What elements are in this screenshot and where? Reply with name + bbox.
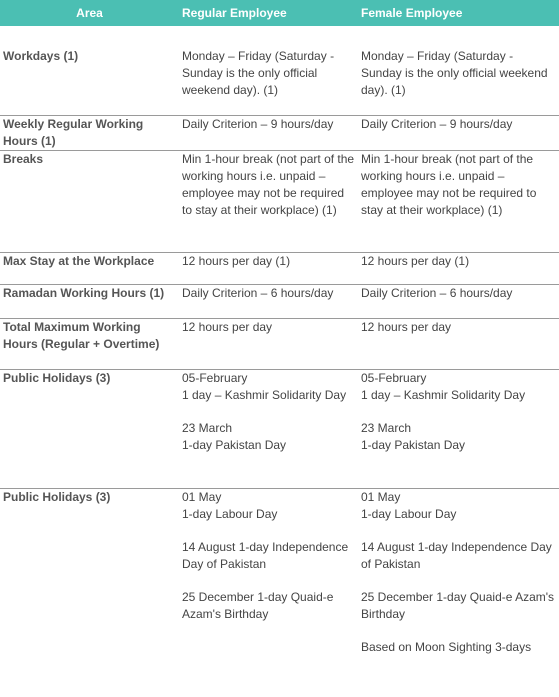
regular-cell xyxy=(179,150,358,252)
cell-text: Daily Criterion – 9 hours/day xyxy=(182,116,334,131)
cell-text: 14 August 1-day Independence Day of Pakistan xyxy=(182,539,349,571)
cell-text: 12 hours per day xyxy=(361,319,452,334)
row-label: Workdays (1) xyxy=(0,48,179,115)
table-row xyxy=(0,115,559,150)
cell-text: Daily Criterion – 6 hours/day xyxy=(182,285,334,300)
regular-cell xyxy=(179,369,358,488)
female-cell xyxy=(358,115,559,150)
header-female-employee: Female Employee xyxy=(358,0,559,26)
regular-cell xyxy=(179,48,358,115)
cell-text: 01 May 1-day Labour Day xyxy=(182,489,278,521)
table-row xyxy=(0,284,559,318)
cell-text: Monday – Friday (Saturday - Sunday is the only official weekend day). (1) xyxy=(361,49,548,97)
cell-text: 05-February 1 day – Kashmir Solidarity Day xyxy=(182,370,347,402)
row-label: Public Holidays (3) xyxy=(0,369,179,488)
header-regular-employee: Regular Employee xyxy=(179,0,358,26)
row-label: Breaks xyxy=(0,150,179,252)
regular-cell xyxy=(179,488,358,656)
spacer-row xyxy=(0,26,559,48)
cell-text: 25 December 1-day Quaid-e Azam's Birthday xyxy=(182,589,334,621)
row-label: Max Stay at the Workplace xyxy=(0,252,179,284)
cell-text: 25 December 1-day Quaid-e Azam's Birthday xyxy=(361,589,555,621)
header-area: Area xyxy=(0,0,179,26)
cell-text: Min 1-hour break (not part of the working hours i.e. unpaid – employee may not be required to stay at their workplace) (1) xyxy=(361,151,537,217)
table-row xyxy=(0,252,559,284)
cell-text: 23 March 1-day Pakistan Day xyxy=(361,420,466,452)
cell-text: Based on Moon Sighting 3-days xyxy=(361,639,532,654)
cell-text: 14 August 1-day Independence Day of Pakistan xyxy=(361,539,552,571)
female-cell xyxy=(358,318,559,369)
cell-text: Monday – Friday (Saturday - Sunday is the only official weekend day). (1) xyxy=(182,49,335,97)
female-cell xyxy=(358,150,559,252)
cell-text: Min 1-hour break (not part of the working hours i.e. unpaid – employee may not be required to stay at their workplace) (1) xyxy=(182,151,355,217)
table-row xyxy=(0,488,559,656)
row-label: Public Holidays (3) xyxy=(3,489,111,504)
regular-cell xyxy=(179,252,358,284)
table-row xyxy=(0,318,559,369)
female-cell xyxy=(358,488,559,656)
row-label: Total Maximum Working Hours (Regular + Overtime) xyxy=(0,318,179,369)
table-row xyxy=(0,369,559,488)
cell-text: 23 March 1-day Pakistan Day xyxy=(182,420,287,452)
female-cell xyxy=(358,369,559,488)
table-header-row xyxy=(0,0,559,26)
row-label: Weekly Regular Working Hours (1) xyxy=(0,115,179,150)
table-row xyxy=(0,150,559,252)
table-row xyxy=(0,48,559,115)
cell-text: 05-February 1 day – Kashmir Solidarity Day xyxy=(361,370,526,402)
regular-cell xyxy=(179,318,358,369)
cell-text: 01 May 1-day Labour Day xyxy=(361,489,457,521)
regular-cell xyxy=(179,115,358,150)
regular-cell xyxy=(179,284,358,318)
cell-text: 12 hours per day (1) xyxy=(361,253,470,268)
cell-text: 12 hours per day xyxy=(182,319,273,334)
female-cell xyxy=(358,252,559,284)
cell-text: Daily Criterion – 9 hours/day xyxy=(361,116,513,131)
female-cell xyxy=(358,48,559,115)
row-label: Ramadan Working Hours (1) xyxy=(0,284,179,318)
cell-text: 12 hours per day (1) xyxy=(182,253,291,268)
cell-text: Daily Criterion – 6 hours/day xyxy=(361,285,513,300)
female-cell xyxy=(358,284,559,318)
